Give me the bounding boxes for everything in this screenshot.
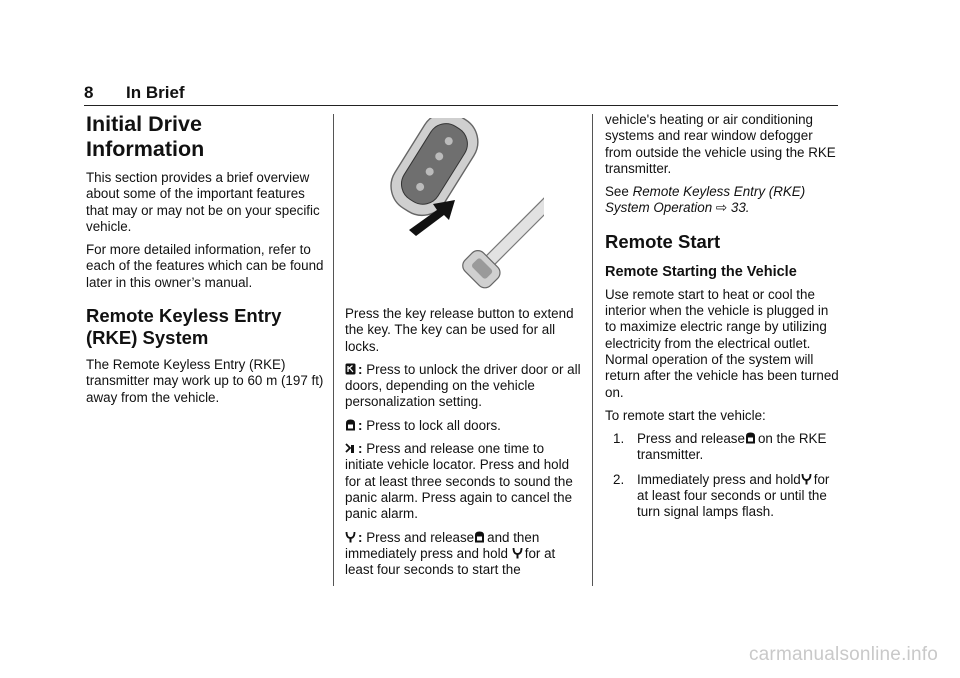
initial-drive-heading: Initial Drive Information (86, 112, 205, 161)
section-title: In Brief (126, 83, 185, 102)
column-divider (333, 114, 334, 586)
unlock-description: : Press to unlock the driver door or all doors, depending on the vehicle personalization setting. (345, 361, 581, 410)
vehicle-locator-icon (345, 442, 356, 454)
lock-icon (345, 419, 356, 431)
lock-icon (745, 432, 756, 444)
see-reference: See Remote Keyless Entry (RKE) System Operation ⇨ 33. (605, 184, 806, 216)
remote-start-continued: vehicle's heating or air conditioning systems and rear window defogger from outside the vehicle using the RKE transmitter. (605, 112, 836, 176)
column-1 (86, 112, 324, 413)
lock-description: : Press to lock all doors. (345, 418, 583, 434)
cross-reference-link[interactable]: Remote Keyless Entry (RKE) System Operation (605, 184, 806, 216)
list-item: 2. Immediately press and hold for at least four seconds or until the turn signal lamps flash. (613, 471, 830, 520)
intro-paragraph: This section provides a brief overview about some of the important features that may or may not be on your specific vehicle. (86, 170, 320, 234)
remote-start-icon (345, 531, 356, 543)
watermark: carmanualsonline.info (748, 644, 938, 665)
remote-starting-subheading: Remote Starting the Vehicle (605, 263, 797, 280)
column-2 (345, 118, 583, 585)
list-item: 1. Press and release on the RKE transmitter. (613, 431, 827, 463)
remote-start-usage-paragraph: Use remote start to heat or cool the interior when the vehicle is plugged in to maximize electric range by utilizing electricity from the electrical outlet. Normal operation of the system will return after the vehicle has been turned on. (605, 286, 839, 400)
to-remote-start-paragraph: To remote start the vehicle: (605, 407, 766, 423)
remote-start-icon (512, 547, 523, 559)
page-header (84, 83, 838, 106)
rke-range-paragraph: The Remote Keyless Entry (RKE) transmitter may work up to 60 m (197 ft) away from the vehicle. (86, 357, 324, 405)
remote-start-heading: Remote Start (605, 230, 721, 252)
page-number: 8 (84, 83, 94, 102)
rke-heading: Remote Keyless Entry (RKE) System (86, 305, 282, 349)
remote-start-icon (801, 473, 812, 485)
column-divider (592, 114, 593, 586)
page-ref-arrow-icon: ⇨ (715, 200, 728, 216)
details-paragraph: For more detailed information, refer to each of the features which can be found later in this owner’s manual. (86, 242, 324, 290)
remote-start-steps (605, 431, 843, 520)
column-3 (605, 112, 843, 529)
lock-icon (474, 531, 485, 543)
key-release-paragraph: Press the key release button to extend the key. The key can be used for all locks. (345, 306, 574, 354)
key-fob-illustration (369, 118, 544, 306)
locator-description: : Press and release one time to initiate vehicle locator. Press and hold for at least three seconds to sound the panic alarm. Press again to cancel the panic alarm. (345, 441, 573, 522)
unlock-icon (345, 363, 356, 375)
remote-start-description: : Press and release and then immediately press and hold for at least four seconds to start the (345, 529, 556, 578)
